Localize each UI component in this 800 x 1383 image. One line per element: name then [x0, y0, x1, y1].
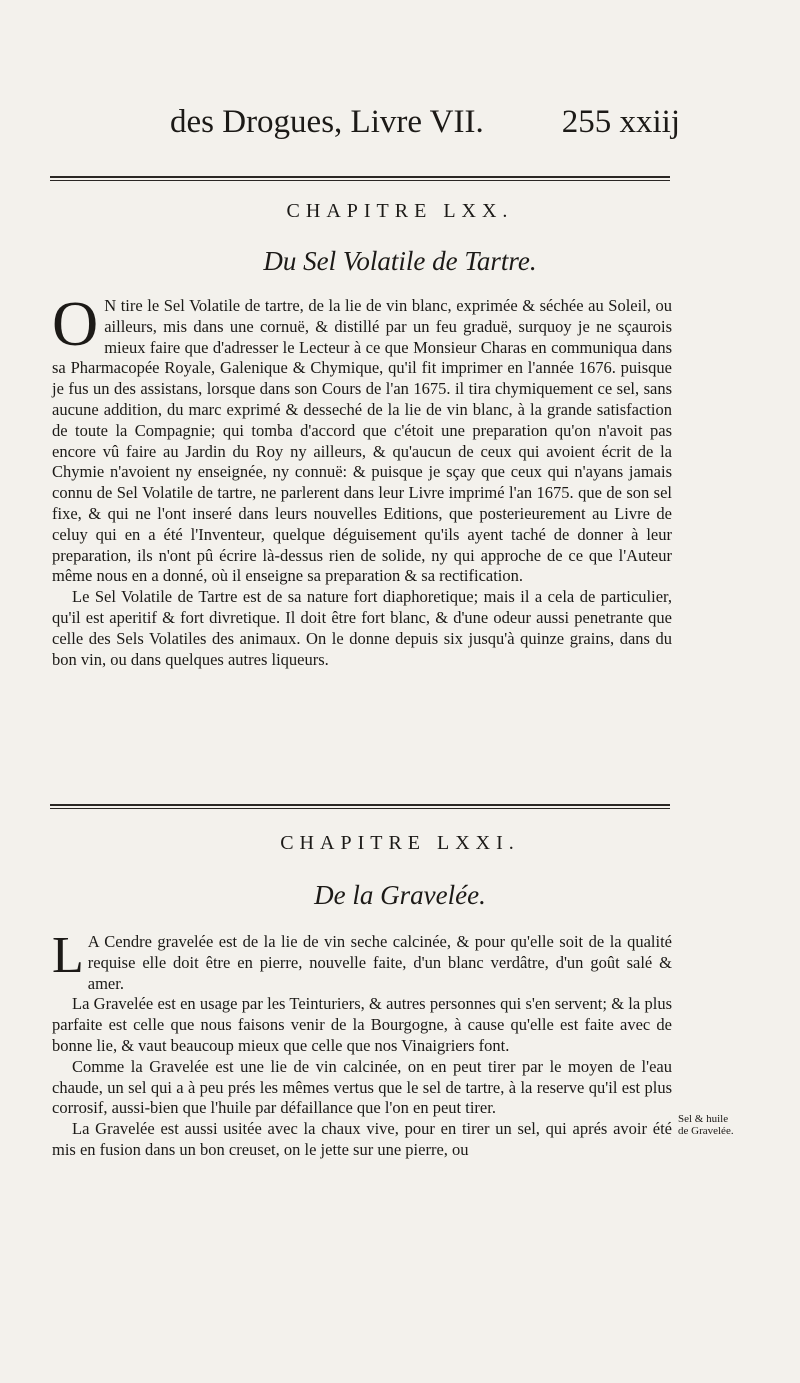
chapter-70-body	[52, 288, 672, 670]
margin-note: Sel & huile de Gravelée.	[678, 1113, 734, 1137]
header-rule-thin	[50, 180, 670, 181]
chapter-71-paragraph-3: Comme la Gravelée est une lie de vin calcinée, on en peut tirer par le moyen de l'eau chaude, un sel qui a à peu prés les mêmes vertus que le sel de tartre, à la reserve qu'il est plus corrosif, aussi-bien que l'huile par défaillance que l'on en peut tirer.	[52, 1056, 672, 1118]
chapter-70-title: Du Sel Volatile de Tartre.	[263, 246, 537, 276]
chapter-71-paragraph-1	[52, 927, 672, 994]
chapter-70-paragraph-1	[52, 288, 672, 587]
chapter-70-paragraph-1-text: N tire le Sel Volatile de tartre, de la lie de vin blanc, exprimée & séchée au Soleil, ou ailleurs, mis dans une cornuë, & distillé par un feu graduë, surquoy je ne sçaurois mieux faire que d'adresser le Lecteur à ce que Monsieur Charas en communiqua dans sa Pharmacopée Royale, Galenique & Chymique, qu'il fit imprimer en l'année 1676. puisque je fus un des assistans, lorsque dans son Cours de l'an 1675. il tira chymiquement ce sel, sans aucune addition, du marc exprimé & desseché de la lie de vin blanc, à la grande satisfaction de toute la Compagnie; qui tomba d'accord que c'étoit une preparation qu'on n'avoit pas encore vû faire au Jardin du Roy ny ailleurs, & qu'aucun de ceux qui avoient écrit de la Chymie n'avoient ny enseignée, ny connuë: & puisque je sçay que ceux qui n'ayans jamais connu de Sel Volatile de tartre, ne parlerent dans leur Livre imprimé l'an 1675. que de son sel fixe, & qui ne l'ont inseré dans leurs nouvelles Editions, que posterieurement au Livre de celuy qui en a été l'Inventeur, quelque déguisement qu'ils ayent taché de donner à leur preparation, ils n'ont pû écrire là-dessus rien de solide, ny qui approche de ce que l'Auteur même nous en a donné, où il enseigne sa preparation & sa rectification.	[52, 296, 672, 586]
running-head	[170, 104, 680, 148]
chapter-71-paragraph-4: La Gravelée est aussi usitée avec la chaux vive, pour en tirer un sel, qui aprés avoir été mis en fusion dans un bon creuset, on le jette sur une pierre, ou	[52, 1119, 672, 1159]
chapter-70-heading: CHAPITRE LXX.	[286, 200, 514, 222]
page-number: 255 xxiij	[561, 104, 680, 140]
chapter-70-paragraph-2: Le Sel Volatile de Tartre est de sa nature fort diaphoretique; mais il a cela de particulier, qu'il est aperitif & fort divretique. Il doit être fort blanc, & d'une odeur aussi penetrante que celle des Sels Volatiles des animaux. On le donne depuis six jusqu'à quinze grains, dans du bon vin, ou dans quelques autres liqueurs.	[52, 587, 672, 669]
chapter-71-heading: CHAPITRE LXXI.	[280, 832, 520, 854]
section-rule	[50, 804, 670, 806]
chapter-71-title: De la Gravelée.	[314, 880, 486, 910]
running-head-title: des Drogues, Livre VII.	[170, 104, 484, 140]
chapter-71-paragraph-1-text: A Cendre gravelée est de la lie de vin seche calcinée, & pour qu'elle soit de la qualité requise elle doit être en pierre, nouvelle faite, d'un blanc verdâtre, d'un goût salé & amer.	[87, 932, 672, 993]
dropcap-o: O	[52, 288, 99, 359]
header-rule	[50, 176, 670, 178]
section-rule-thin	[50, 808, 670, 809]
dropcap-l: L	[52, 927, 84, 984]
chapter-71-paragraph-2: La Gravelée est en usage par les Teinturiers, & autres personnes qui s'en servent; & la plus parfaite est celle que nous faisons venir de la Bourgogne, à cause qu'elle est faite avec de bonne lie, & vaut beaucoup mieux que celle que nos Vinaigriers font.	[52, 994, 672, 1055]
chapter-71-body	[52, 927, 672, 1161]
